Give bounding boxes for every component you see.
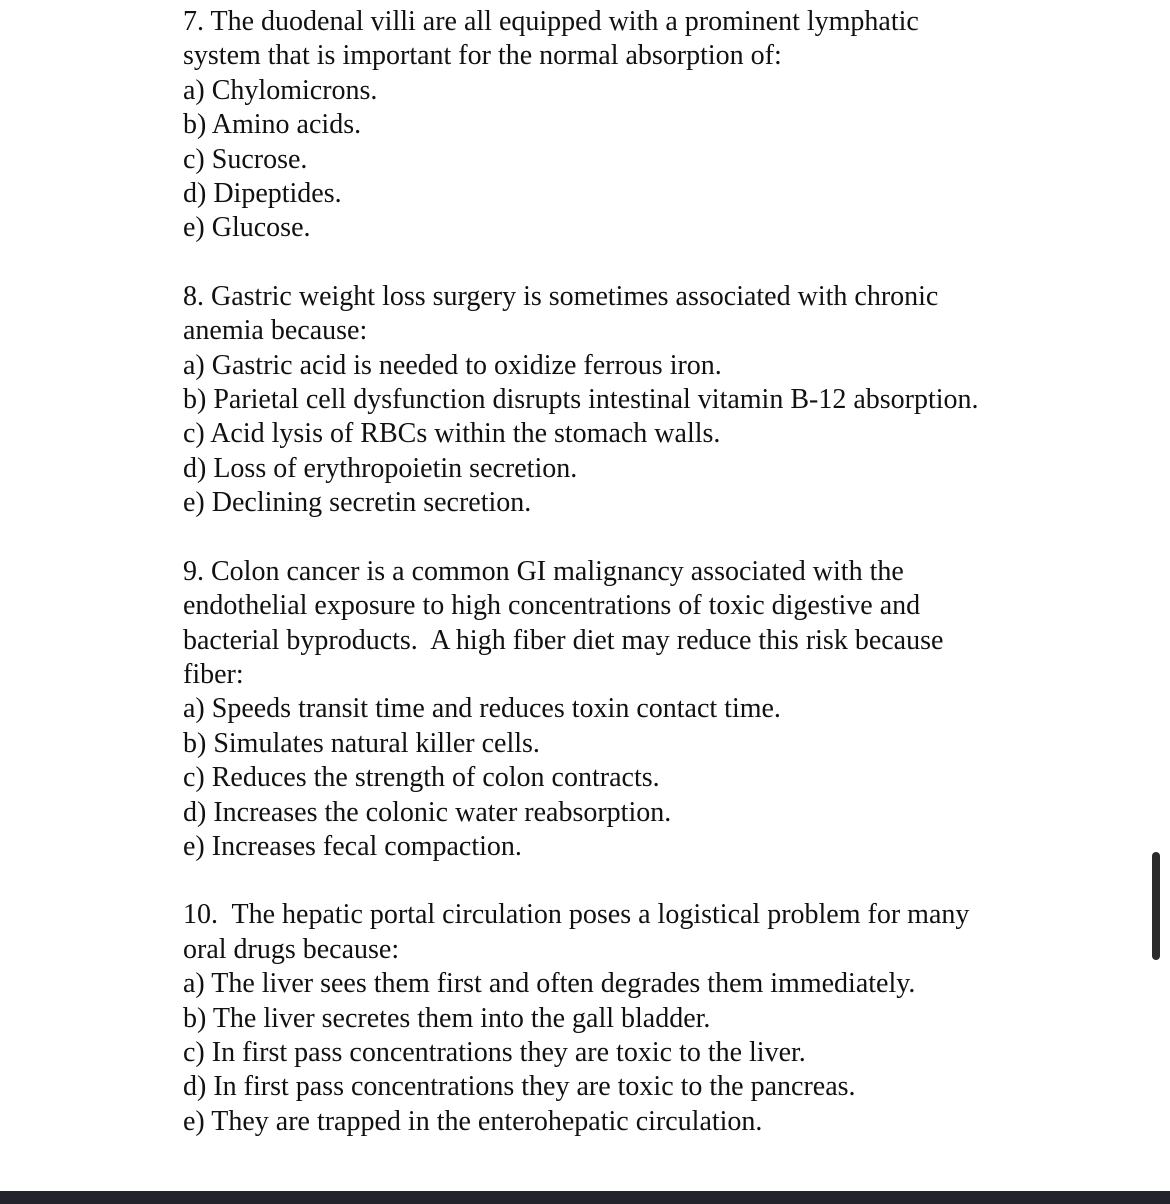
- answer-option: b) Amino acids.: [183, 109, 362, 141]
- question-9: [183, 555, 983, 865]
- answer-option: a) Speeds transit time and reduces toxin contact time.: [183, 693, 781, 725]
- question-10: [183, 898, 983, 1139]
- answer-option: d) In first pass concentrations they are toxic to the pancreas.: [183, 1071, 856, 1103]
- question-stem: 10. The hepatic portal circulation poses a logistical problem for many oral drugs because:: [183, 899, 977, 965]
- bottom-toolbar-edge: [0, 1191, 1170, 1204]
- question-7: [183, 5, 983, 246]
- answer-option: d) Increases the colonic water reabsorption.: [183, 796, 672, 828]
- document-body: [183, 5, 983, 1173]
- answer-option: c) Sucrose.: [183, 143, 308, 175]
- answer-option: b) The liver secretes them into the gall bladder.: [183, 1002, 711, 1034]
- answer-option: e) Increases fecal compaction.: [183, 830, 522, 862]
- answer-option: b) Simulates natural killer cells.: [183, 727, 540, 759]
- answer-option: d) Dipeptides.: [183, 178, 342, 210]
- answer-option: c) Acid lysis of RBCs within the stomach walls.: [183, 418, 721, 450]
- answer-option: d) Loss of erythropoietin secretion.: [183, 452, 578, 484]
- scrollbar-thumb[interactable]: [1152, 852, 1160, 960]
- question-8: [183, 280, 983, 521]
- question-stem: 7. The duodenal villi are all equipped with a prominent lymphatic system that is important for the normal absorption of:: [183, 6, 926, 72]
- question-stem: 8. Gastric weight loss surgery is sometimes associated with chronic anemia because:: [183, 280, 946, 347]
- question-stem: 9. Colon cancer is a common GI malignancy associated with the endothelial exposure to high concentrations of toxic digestive and bacterial byproducts. A high fiber diet may reduce this risk because fiber:: [183, 555, 951, 690]
- answer-option: a) Gastric acid is needed to oxidize ferrous iron.: [183, 349, 722, 381]
- answer-option: b) Parietal cell dysfunction disrupts intestinal vitamin B-12 absorption.: [183, 384, 979, 416]
- answer-option: e) Glucose.: [183, 212, 311, 244]
- answer-option: c) In first pass concentrations they are toxic to the liver.: [183, 1036, 806, 1068]
- answer-option: c) Reduces the strength of colon contracts.: [183, 762, 660, 794]
- answer-option: a) Chylomicrons.: [183, 74, 378, 106]
- answer-option: a) The liver sees them first and often degrades them immediately.: [183, 968, 916, 1000]
- answer-option: e) They are trapped in the enterohepatic circulation.: [183, 1105, 763, 1137]
- answer-option: e) Declining secretin secretion.: [183, 487, 532, 519]
